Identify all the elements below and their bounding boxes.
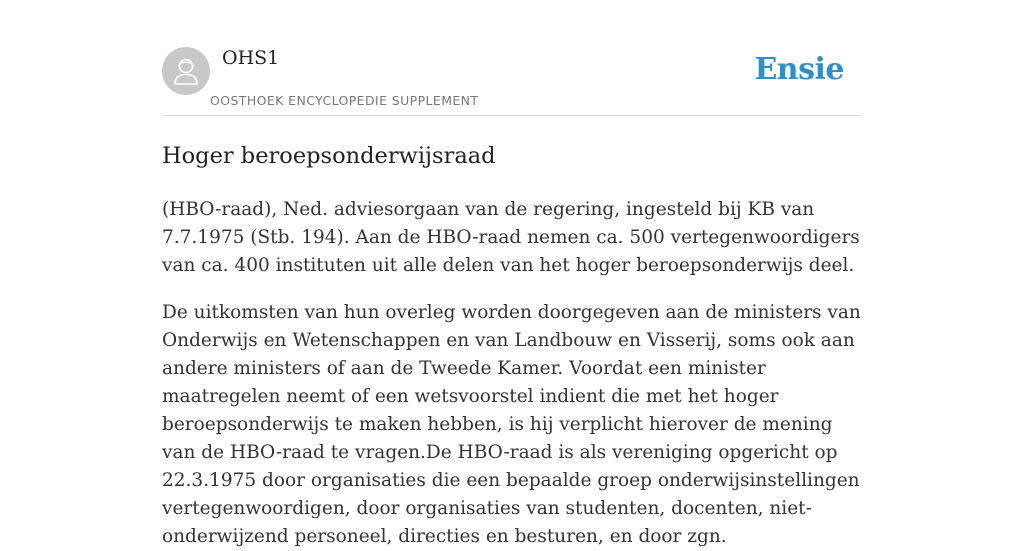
article-paragraph: (HBO-raad), Ned. adviesorgaan van de regering, ingesteld bij KB van 7.7.1975 (Stb. 194). Aan de HBO-raad nemen ca. 500 vertegenwoordigers van ca. 400 instituten uit alle delen van het hoger beroepsonderwijs deel. xyxy=(162,199,860,276)
article-header xyxy=(162,40,862,116)
brand-logo[interactable]: Ensie xyxy=(754,52,844,87)
avatar[interactable] xyxy=(162,47,210,95)
article-paragraph: De uitkomsten van hun overleg worden doorgegeven aan de ministers van Onderwijs en Wetenschappen en van Landbouw en Visserij, soms ook aan andere ministers of aan de Tweede Kamer. Voordat een minister maatregelen neemt of een wetsvoorstel indient die met het hoger beroepsonderwijs te maken hebben, is hij verplicht hierover de mening van de HBO-raad te vragen.De HBO-raad is als vereniging opgericht op 22.3.1975 door organisaties die een bepaalde groep onderwijsinstellingen vertegenwoordigen, door organisaties van studenten, docenten, niet-onderwijzend personeel, directies en besturen, en door zgn. xyxy=(162,302,861,547)
article-card xyxy=(162,40,862,551)
user-icon xyxy=(162,47,210,95)
source-label[interactable]: OOSTHOEK ENCYCLOPEDIE SUPPLEMENT xyxy=(210,93,479,108)
author-name[interactable]: OHS1 xyxy=(222,47,280,69)
article-title: Hoger beroepsonderwijsraad xyxy=(162,143,496,169)
